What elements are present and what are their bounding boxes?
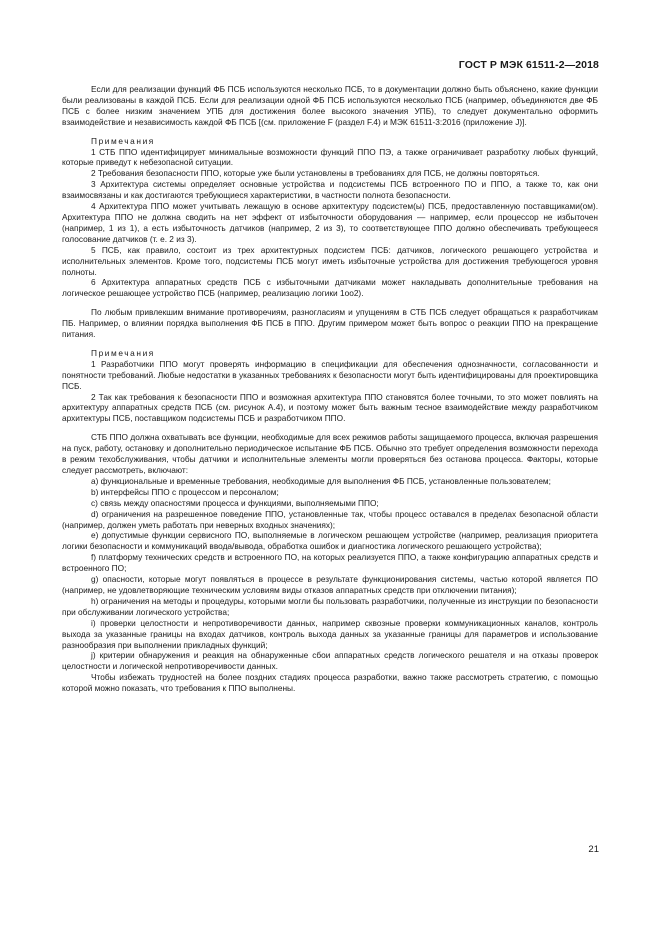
list-item: j) критерии обнаружения и реакция на обнаруженные сбои аппаратных средств логического решателя и на отказы проверок целостности и логической непротиворечивости данных. (62, 650, 598, 672)
paragraph: СТБ ППО должна охватывать все функции, необходимые для всех режимов работы защищаемого процесса, включая разрешения на пуск, работу, остановку и дополнительно периодическое испытание ФБ ПСБ. Обычно это требует определения возможности перехода в режим техобслуживания, чтобы датчики и исполнительные элементы могли проверяться без останова процесса. Факторы, которые следует рассмотреть, включают: (62, 432, 598, 475)
main-text (62, 84, 598, 694)
list-item: d) ограничения на разрешенное поведение ППО, установленные так, чтобы процесс оставался в пределах безопасной области (например, должен уметь работать при неверных входных значениях); (62, 508, 598, 530)
paragraph: Чтобы избежать трудностей на более поздних стадиях процесса разработки, важно также рассмотреть стратегию, с помощью которой можно показать, что требования к ППО выполнены. (62, 672, 598, 694)
note-item: 1 Разработчики ППО могут проверять информацию в спецификации для обеспечения однозначности, согласованности и понятности требований. Любые недостатки в указанных требованиях к безопасности могут быть идентифицированы для проектировщика ПСБ. (62, 358, 598, 391)
note-item: 1 СТБ ППО идентифицирует минимальные возможности функций ППО ПЭ, а также ограничивает разработку любых функций, которые приведут к небезопасной ситуации. (62, 146, 598, 168)
note-item: 3 Архитектура системы определяет основные устройства и подсистемы ПСБ встроенного ПО и ППО, а также то, как они взаимосвязаны и как достигаются требующиеся характеристики, в частности полнота безопасности. (62, 179, 598, 201)
list-item: c) связь между опасностями процесса и функциями, выполняемыми ППО; (91, 497, 379, 508)
list-item: h) ограничения на методы и процедуры, которыми могли бы пользовать разработчики, полученные из инструкции по безопасности при обслуживании логического устройства; (62, 595, 598, 617)
notes-heading: Примечания (91, 347, 155, 358)
note-item: 2 Так как требования к безопасности ППО и возможная архитектура ППО становятся более точными, то это может повлиять на архитектуру аппаратных средств ПСБ (см. рисунок А.4), и поэтому может быть важным тесное взаимодействие между разработчиком архитектуры ПСБ, поставщиком подсистемы ПСБ и разработчиком ППО. (62, 391, 598, 424)
note-item: 5 ПСБ, как правило, состоит из трех архитектурных подсистем ПСБ: датчиков, логического решающего устройства и исполнительных элементов. Кроме того, подсистемы ПСБ могут иметь избыточные устройства для достижения требующегося уровня полноты. (62, 244, 598, 277)
list-item: e) допустимые функции сервисного ПО, выполняемые в логическом решающем устройстве (например, реализация приоритета логики безопасности и коммуникаций ввода/вывода, обработка ошибок и диагностика логического решающего устройства); (62, 530, 598, 552)
paragraph: Если для реализации функций ФБ ПСБ используются несколько ПСБ, то в документации должно быть объяснено, какие функции были реализованы в каждой ПСБ. Если для реализации одной ФБ ПСБ используются несколько ПСБ (например, объединяются две ФБ ПСБ с более низким значением УПБ для достижения более высокого значения УПБ), то следует документально оформить взаимодействие и независимость каждой ФБ ПСБ [(см. приложение F (раздел F.4) и МЭК 61511-3:2016 (приложение J)]. (62, 84, 598, 127)
note-item: 2 Требования безопасности ППО, которые уже были установлены в требованиях для ПСБ, не должны повторяться. (91, 168, 540, 179)
document-code: ГОСТ Р МЭК 61511-2—2018 (458, 59, 599, 71)
list-item: i) проверки целостности и непротиворечивости данных, например сквозные проверки коммуникационных каналов, контроль выхода за указанные границы на входах датчиков, контроль выхода данных за указанные границы для параметров и использование разнообразия при выполнении прикладных функций; (62, 617, 598, 650)
notes-heading: Примечания (91, 135, 155, 146)
list-item: a) функциональные и временные требования, необходимые для выполнения ФБ ПСБ, установленные пользователем; (91, 475, 551, 486)
list-item: b) интерфейсы ППО с процессом и персоналом; (91, 486, 279, 497)
page-number: 21 (588, 844, 599, 855)
list-item: g) опасности, которые могут появляться в процессе в результате функционирования системы, частью которой является ПО (например, не удовлетворяющие техническим условиям виды отказов аппаратных средств при отключении питания); (62, 574, 598, 595)
list-item: f) платформу технических средств и встроенного ПО, на которых реализуется ППО, а также конфигурацию аппаратных средств и встроенного ПО; (62, 552, 598, 574)
note-item: 4 Архитектура ППО может учитывать лежащую в основе архитектуру подсистем(ы) ПСБ, предоставленную поставщиками(ом). Архитектура ППО не должна сводить на нет эффект от избыточности оборудования — например, если процессор не избыточен (например, 1 из 1), а есть избыточность датчиков (например, 2 из 3), то соответствующее ППО должно обеспечивать требующееся голосование датчиков (т. е. 2 из 3). (62, 201, 598, 244)
paragraph: По любым привлекшим внимание противоречиям, разногласиям и упущениям в СТБ ПСБ следует обращаться к разработчикам ПБ. Например, о влиянии порядка выполнения ФБ ПСБ в ППО. Другим примером может быть вопрос о реакции ППО на прекращение питания. (62, 307, 598, 340)
note-item: 6 Архитектура аппаратных средств ПСБ с избыточными датчиками может накладывать дополнительные требования на логическое решающее устройство ПСБ (например, реализацию логики 1оо2). (62, 277, 598, 299)
